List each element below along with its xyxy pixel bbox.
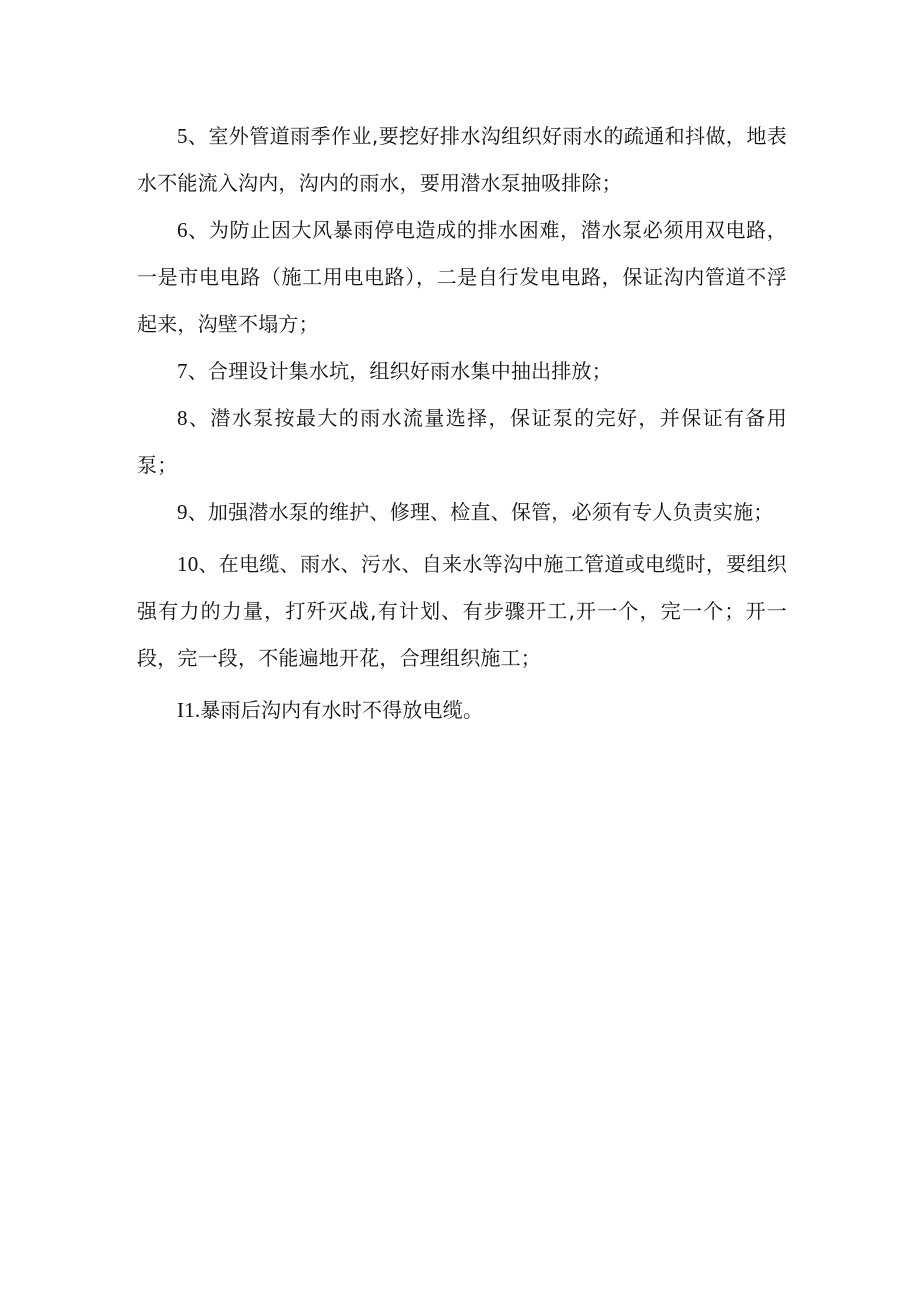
paragraph-text: 暴雨后沟内有水时不得放电缆。 (200, 698, 484, 722)
paragraph-number: 6 (177, 218, 188, 242)
paragraph-8 (137, 395, 787, 489)
paragraph-text: 、在电缆、雨水、污水、自来水等沟中施工管道或电缆时，要组织强有力的力量，打歼灭战,有计划、有步骤开工,开一个，完一个；开一段，完一段，不能遍地开花，合理组织施工； (137, 552, 787, 670)
paragraph-7 (137, 348, 787, 395)
paragraph-number: 9 (177, 500, 188, 524)
paragraph-9 (137, 489, 787, 536)
paragraph-6 (137, 207, 787, 348)
paragraph-11 (137, 687, 787, 734)
paragraph-text: 、潜水泵按最大的雨水流量选择，保证泵的完好，并保证有备用泵； (137, 406, 787, 477)
paragraph-number: 5 (177, 124, 188, 148)
paragraph-text: 、室外管道雨季作业,要挖好排水沟组织好雨水的疏通和抖做，地表水不能流入沟内，沟内的雨水，要用潜水泵抽吸排除； (137, 124, 787, 195)
paragraph-text: 、加强潜水泵的维护、修理、检直、保管，必须有专人负责实施； (187, 500, 774, 524)
paragraph-number: 10 (177, 552, 199, 576)
paragraph-number: I1. (177, 698, 201, 722)
paragraph-text: 、合理设计集水坑，组织好雨水集中抽出排放； (187, 359, 612, 383)
document-page (137, 113, 787, 734)
paragraph-number: 7 (177, 359, 188, 383)
paragraph-text: 、为防止因大风暴雨停电造成的排水困难，潜水泵必须用双电路，一是市电电路（施工用电电路），二是自行发电电路，保证沟内管道不浮起来，沟壁不塌方； (137, 218, 787, 336)
paragraph-5 (137, 113, 787, 207)
paragraph-10 (137, 541, 787, 682)
paragraph-number: 8 (177, 406, 188, 430)
